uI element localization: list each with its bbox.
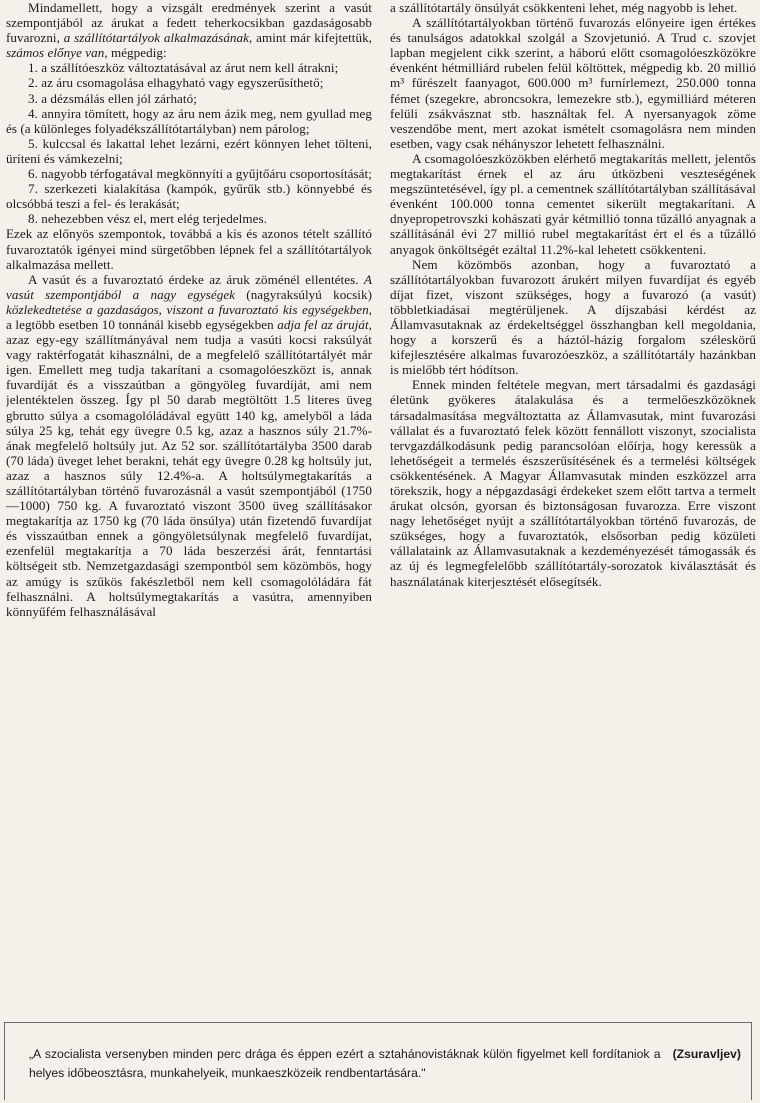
text-columns	[6, 0, 756, 1010]
text-run: , azaz egy-egy szállítmányával nem tudja a vasúti kocsi raksúlyát vagy raktérfogatát kihasználni, de a megfelelő szállítótartályét már igen. Emellett meg tudja takarítani a csomagolóeszközt is, annak fuvardíját és a visszaútban a göngyöleg fuvardíját, ami nem jelentéktelen összeg. Így pl 50 darab megtöltött 1.5 literes üveg gbrutto súlya a csomagolóládával együtt 140 kg, amelyből a láda súlya 25 kg, tehát egy üvegre 0.5 kg, azaz a hasznos súly 21.7%-ának megfelelő holtsúly jut. Az 52 sor. szállítótartályba 3500 darab (70 láda) üveget lehet berakni, tehát egy üvegre 0.28 kg holtsúly jut, azaz a hasznos súly 12.4%-a. A holtsúlymegtakarítás a szállítótartályban történő fuvarozásnál a vasút szempontjából (1750—1000) 750 kg. A fuvaroztató viszont 3500 üveg szállításakor megtakarítja az 1750 kg (70 láda önsúlya) után fizetendő fuvardíjat és visszaútban ennek a göngyöletsúlynak megfelelő fuvardíjat, ezenfelül megtakarítja a 70 láda beszerzési árát, fenntartási költségeit stb. Nemzetgazdasági szempontból sem közömbös, hogy az amúgy is szűkös fakészletből nem kell csomagolóládára fát felhasználni. A holtsúlymegtakarítás a vasútra, amennyiben könnyűfém felhasználásával	[6, 316, 372, 619]
paragraph: Nem közömbös azonban, hogy a fuvaroztató a szállítótartályokban fuvarozott árukért milyen fuvardíjat és egyéb díjat fizet, viszont szükséges, hogy a fuvarozó (a vasút) többletkiadásai megtérüljenek. A díjszabási kérdést az Államvasutaknak az érdekeltséggel összhangban kell megoldania, hogy a korszerű és a háztól-házig forgalom széleskörű kifejlesztésére alkalmas fuvarozóeszköz, a szállítótartály hazánkban is mielőbb tért hódítson.	[390, 256, 756, 378]
paragraph: Ennek minden feltétele megvan, mert társadalmi és gazdasági életünk gyökeres átalakulása és a termelőeszközöknek társadalmasítása megváltoztatta az Államvasutak, mint fuvarozási vállalat és a fuvaroztató felek között fennállott viszonyt, szocialista tervgazdálkodásunk pedig parancsolóan előírja, hogy keressük a lehetőségeit a termelés észszerűsítésének és a termelési költségek csökkentésének. A Magyar Államvasutak minden eszközzel arra törekszik, hogy a népgazdasági érdekeket szem előtt tartva a termelt árukat olcsón, gyorsan és biztonságosan fuvarozza. Erre viszont nagy lehetőséget nyújt a szállítótartályokban történő fuvarozás, de szükséges, hogy a fuvaroztatók, elsősorban pedig közületi vállalataink az Államvasutaknak a kezdeményezését támogassák és az új és legmegfelelőbb szállítótartály-sorozatok kiválasztását és használatának kiterjesztését elősegítsék.	[390, 377, 756, 589]
list-item: 3. a dézsmálás ellen jól zárható;	[28, 90, 197, 106]
list-item: 2. az áru csomagolása elhagyható vagy egyszerűsíthető;	[28, 75, 324, 91]
italic-text: számos előnye van	[6, 45, 105, 61]
list-item: 4. annyira tömített, hogy az áru nem ázik meg, nem gyullad meg és (a különleges folyadékszállítótartályban) nem párolog;	[6, 105, 372, 136]
list-item: 7. szerkezeti kialakítása (kampók, gyűrűk stb.) könnyebbé és olcsóbbá teszi a fel- és lerakását;	[6, 181, 372, 212]
quote-box	[4, 1022, 752, 1100]
quote-text	[29, 1045, 741, 1083]
paragraph	[6, 0, 372, 60]
text-run: , a legtöbb esetben 10 tonnánál kisebb egységekben	[6, 301, 372, 332]
italic-text: adja fel az áruját	[277, 316, 369, 332]
paragraph: A csomagolóeszközökben elérhető megtakarítás mellett, jelentős megtakarítást érnek el az áru útközbeni veszteségének megszüntetésével, így pl. a cementnek szállítótartályban szállításával évenként 100.000 tonna cementet sikerült megtakarítani. A dnyepropetrovszki kohászati gyár kétmillió tonna tűzálló anyagnak a szállításánál évi 27 millió rubel megtakarítást ért el és a tűzálló anyagok önköltségét ezáltal 11.2%-kal lehetett csökkenteni.	[390, 150, 756, 257]
italic-text: A vasút szempontjából a nagy egységek	[6, 271, 372, 302]
text-run: , mégpedig:	[104, 45, 167, 61]
left-column	[6, 0, 372, 1010]
list-item: 6. nagyobb térfogatával megkönnyíti a gyűjtőáru csoportosítását;	[28, 166, 372, 182]
list-item: 1. a szállítóeszköz változtatásával az árut nem kell átrakni;	[28, 60, 339, 76]
italic-text: közlekedtetése a gazdaságos, viszont a fuvaroztató kis egységekben	[6, 301, 369, 317]
quote-body: „A szocialista versenyben minden perc drága és éppen ezért a sztahánovistáknak külön figyelmet kell fordítaniok a helyes időbeosztásra, munkahelyeik, munkaeszközeik rendbentartására."	[29, 1047, 661, 1080]
right-column	[390, 0, 756, 1010]
text-run: (nagyraksúlyú kocsik)	[235, 286, 372, 302]
text-run: Mindamellett, hogy a vizsgált eredmények szerint a vasút szempontjából az árukat a fedett teherkocsikban gazdaságosabb fuvarozni,	[6, 0, 372, 46]
paragraph	[6, 272, 372, 619]
italic-text: a szállítótartályok alkalmazásának	[63, 30, 249, 46]
text-run: , amint már kifejtettük,	[249, 30, 372, 46]
quote-author: (Zsuravljev)	[672, 1047, 741, 1061]
paragraph: Ezek az előnyös szempontok, továbbá a kis és azonos tételt szállító fuvaroztatók igényei mind sürgetőbben lépnek fel a szállítótartályok alkalmazása mellett.	[6, 226, 372, 272]
text-run: A vasút és a fuvaroztató érdeke az áruk zöménél ellentétes.	[28, 271, 364, 287]
paragraph: a szállítótartály önsúlyát csökkenteni lehet, még nagyobb is lehet.	[390, 0, 738, 15]
list-item: 5. kulccsal és lakattal lehet lezárni, ezért könnyen lehet tölteni, üríteni és vámkezelni;	[6, 135, 372, 166]
paragraph: A szállítótartályokban történő fuvarozás előnyeire igen értékes és tanulságos adatokkal szolgál a Szovjetunió. A Trud c. szovjet lapban megjelent cikk szerint, a háború előtt csomagolóeszközökre évenként hétmilliárd rubelen felül költöttek, mégpedig kb. 20 millió m³ fűrészelt faanyagot, 600.000 m³ furnírlemezt, 250.000 tonna fémet (szegekre, abroncsokra, lemezekre stb.), egymilliárd méteren felüli zsákvásznat stb. használtak fel. A nyersanyagok zöme veszendőbe ment, mert azokat ismételt csomagolásra nem minden esetben, vagy csak néhányszor lehetett felhasználni.	[390, 15, 756, 151]
list-item: 8. nehezebben vész el, mert elég terjedelmes.	[28, 211, 267, 227]
